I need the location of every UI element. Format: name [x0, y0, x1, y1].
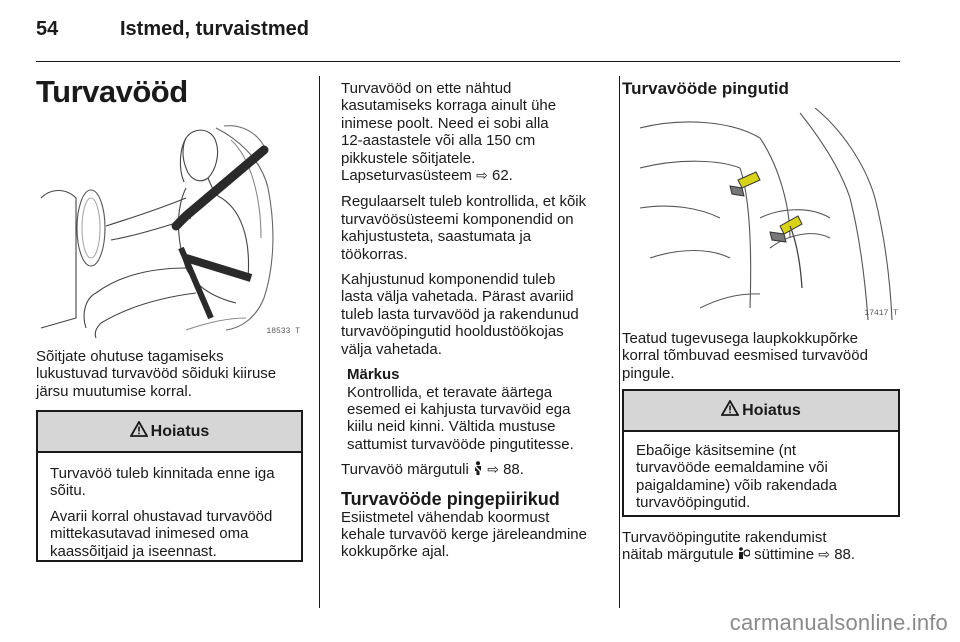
seatbelt-driver-illustration [36, 118, 304, 338]
column-3-text: Teatud tugevusega laupkokkupõrke korral tõmbuvad eesmised turvavööd pingule. [622, 330, 868, 382]
paragraph: Turvavööd on ette nähtud kasutamiseks korraga ainult ühe inimese poolt. Need ei sobi alla 12-aastastele või alla 150 cm pikkustele sõitjatele. Lapseturvasüsteem ⇨ 62. [341, 80, 557, 185]
section-title: Istmed, turvaistmed [120, 18, 309, 40]
subheading: Turvavööde pingepiirikud [341, 488, 560, 509]
column-3-footer-text: Turvavööpingutite rakendumist näitab märgutule süttimine ⇨ 88. [622, 529, 912, 565]
note-title: Märkus [347, 366, 400, 384]
warning-header [38, 412, 301, 453]
seatbelt-indicator-icon [473, 461, 487, 478]
page-ref-arrow-icon: ⇨ [487, 462, 499, 479]
airbag-indicator-icon [738, 546, 754, 563]
page-ref-arrow-icon: ⇨ [818, 547, 831, 564]
warning-title: Hoiatus [742, 401, 801, 419]
page-ref-arrow-icon: ⇨ [476, 168, 488, 185]
figure-code: 17417 T [864, 309, 898, 318]
warning-box [622, 389, 900, 517]
cross-reference-link[interactable]: Lapseturvasüsteem ⇨ 62. [341, 167, 513, 185]
column-2-text [341, 80, 611, 561]
watermark: carmanualsonline.info [729, 610, 948, 635]
warning-text: Ebaõige käsitsemine (nt turvavööde eemaldamine või paigaldamine) võib rakendada turvavööpingutid. [636, 442, 837, 512]
seatbelt-pretensioner-illustration [640, 108, 902, 320]
paragraph: Kahjustunud komponendid tuleb lasta välja vahetada. Pärast avariid tuleb lasta turvavööd ja rakendunud turvavööpingutid hooldustöökojas välja vahetada. [341, 271, 579, 358]
warning-triangle-icon [721, 400, 739, 421]
column-divider [319, 76, 320, 608]
warning-header [624, 391, 898, 432]
section-heading: Turvavööde pingutid [622, 79, 789, 98]
header-divider [36, 61, 900, 62]
indicator-reference[interactable]: näitab märgutule süttimine ⇨ 88. [622, 546, 856, 564]
warning-triangle-icon [130, 421, 148, 442]
column-divider [619, 76, 620, 608]
warning-text: Avarii korral ohustavad turvavööd mittekasutavad inimesed oma kaassõitjaid ja iseennast. [50, 507, 273, 560]
intro-paragraph: Sõitjate ohutuse tagamiseks lukustuvad turvavööd sõiduki kiiruse järsu muutumise korral. [36, 348, 277, 400]
warning-text: Turvavöö tuleb kinnitada enne iga sõitu. [50, 465, 275, 500]
paragraph: Esiistmetel vähendab koormust kehale turvavöö kerge järeleandmine kokkupõrke ajal. [341, 508, 587, 561]
figure-code: 18533 T [266, 327, 300, 336]
page-heading: Turvavööd [36, 74, 188, 109]
page-number: 54 [36, 18, 59, 40]
warning-box [36, 410, 303, 562]
paragraph: Regulaarselt tuleb kontrollida, et kõik turvavöösüsteemi komponendid on kahjustusteta, saastumata ja töökorras. [341, 193, 587, 263]
note-block: Märkus Kontrollida, et teravate äärtega esemed ei kahjusta turvavöid ega kiilu neid kinni. Vältida mustuse sattumist turvavööde pingutitesse. [341, 366, 611, 453]
warning-title: Hoiatus [150, 422, 210, 440]
indicator-reference[interactable]: Turvavöö märgutuli ⇨ 88. [341, 461, 524, 479]
